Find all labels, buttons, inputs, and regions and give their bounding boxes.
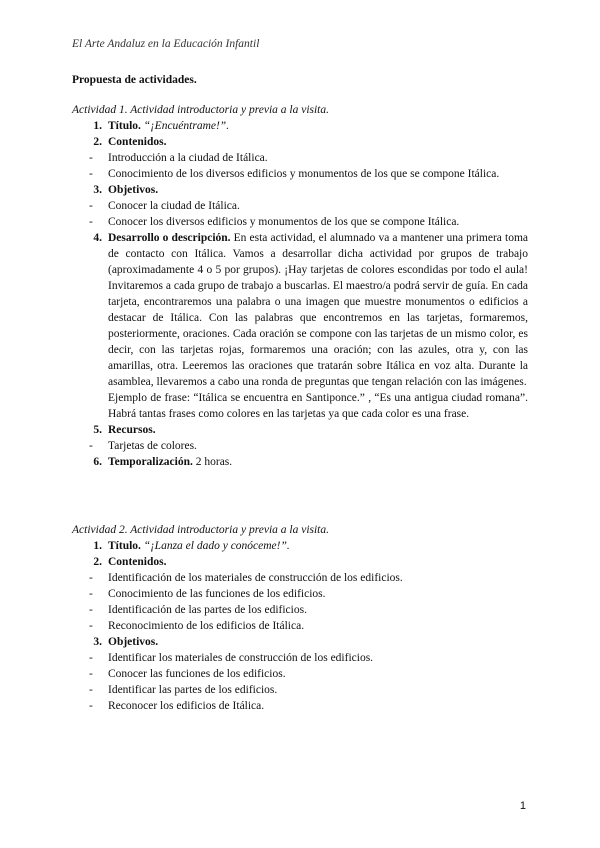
a2-titulo-item xyxy=(72,538,528,554)
bullet-dash: - xyxy=(89,700,93,712)
ejemplo-paragraph: Ejemplo de frase: “Itálica se encuentra en Santiponce.” , “Es una antigua ciudad romana”. Habrá tantas frases como colores en las tarjetas ya que cada color es una frase. xyxy=(108,392,528,420)
list-number: 1. xyxy=(93,540,102,552)
bullet-dash: - xyxy=(89,620,93,632)
list-item xyxy=(72,150,528,166)
list-item xyxy=(72,698,528,714)
titulo-value: “¡Encuéntrame!”. xyxy=(143,120,230,132)
objetivo-text: Conocer la ciudad de Itálica. xyxy=(108,200,240,212)
list-item xyxy=(72,602,528,618)
titulo-value: “¡Lanza el dado y conóceme!”. xyxy=(143,540,290,552)
list-item xyxy=(72,586,528,602)
list-item xyxy=(72,570,528,586)
list-number: 1. xyxy=(93,120,102,132)
recurso-text: Tarjetas de colores. xyxy=(108,440,197,452)
titulo-label: Título. xyxy=(108,540,141,552)
list-item xyxy=(72,666,528,682)
page-number: 1 xyxy=(519,800,526,812)
contenido-text: Identificación de las partes de los edificios. xyxy=(108,604,307,616)
list-number: 3. xyxy=(93,184,102,196)
temporalizacion-label: Temporalización. xyxy=(108,456,193,468)
list-item xyxy=(72,618,528,634)
bullet-dash: - xyxy=(89,572,93,584)
contenidos-label: Contenidos. xyxy=(108,136,167,148)
a1-titulo-item xyxy=(72,118,528,134)
bullet-dash: - xyxy=(89,216,93,228)
contenido-text: Identificación de los materiales de construcción de los edificios. xyxy=(108,572,403,584)
bullet-dash: - xyxy=(89,668,93,680)
bullet-dash: - xyxy=(89,200,93,212)
list-number: 3. xyxy=(93,636,102,648)
bullet-dash: - xyxy=(89,652,93,664)
list-item xyxy=(72,198,528,214)
a1-objetivos-item xyxy=(72,182,528,198)
contenido-text: Reconocimiento de los edificios de Itálica. xyxy=(108,620,305,632)
bullet-dash: - xyxy=(89,684,93,696)
list-number: 5. xyxy=(93,424,102,436)
objetivo-text: Conocer las funciones de los edificios. xyxy=(108,668,286,680)
contenido-text: Introducción a la ciudad de Itálica. xyxy=(108,152,268,164)
bullet-dash: - xyxy=(89,168,93,180)
list-number: 2. xyxy=(93,556,102,568)
a1-contenidos-item xyxy=(72,134,528,150)
contenidos-label: Contenidos. xyxy=(108,556,167,568)
bullet-dash: - xyxy=(89,604,93,616)
recursos-label: Recursos. xyxy=(108,424,156,436)
list-item xyxy=(72,438,528,454)
spacer xyxy=(72,470,528,518)
list-number: 2. xyxy=(93,136,102,148)
list-item xyxy=(72,682,528,698)
a1-recursos-item xyxy=(72,422,528,438)
running-header: El Arte Andaluz en la Educación Infantil xyxy=(72,38,260,50)
desarrollo-label: Desarrollo o descripción. xyxy=(108,232,231,244)
a1-desarrollo-item xyxy=(72,230,528,390)
list-item xyxy=(72,214,528,230)
titulo-label: Título. xyxy=(108,120,141,132)
a1-temporalizacion-item xyxy=(72,454,528,470)
objetivos-label: Objetivos. xyxy=(108,184,159,196)
list-number: 6. xyxy=(93,456,102,468)
a2-objetivos-item xyxy=(72,634,528,650)
activity-1-title: Actividad 1. Actividad introductoria y previa a la visita. xyxy=(72,104,330,116)
temporalizacion-value: 2 horas. xyxy=(195,456,233,468)
objetivo-text: Identificar los materiales de construcción de los edificios. xyxy=(108,652,374,664)
a2-contenidos-item xyxy=(72,554,528,570)
section-title: Propuesta de actividades. xyxy=(72,74,197,86)
objetivos-label: Objetivos. xyxy=(108,636,159,648)
objetivo-text: Identificar las partes de los edificios. xyxy=(108,684,278,696)
objetivo-text: Reconocer los edificios de Itálica. xyxy=(108,700,265,712)
list-item xyxy=(72,650,528,666)
desarrollo-text: En esta actividad, el alumnado va a mantener una primera toma de contacto con Itálica. Vamos a desarrollar dicha actividad por grupos de trabajo (aproximadamente 4 o 5 por grupos). ¡Hay tarjetas de colores escondidas por todo el aula! Invitaremos a cada grupo de trabajo a buscarlas. El maestro/a podrá servir de guía. En cada tarjeta, encontraremos una palabra o una imagen que muestre monumentos o edificios a destacar de Itálica. Con las palabras que encontremos en las tarjetas, formaremos, posteriormente, oraciones. Cada oración se compone con las tarjetas de un mismo color, es decir, con las tarjetas rojas, formaremos una oración; con las azules, otra y, con las amarillas, otra. Leeremos las oraciones que tratarán sobre Itálica en voz alta. Durante la asamblea, llevaremos a cabo una ronda de preguntas que tengan relación con las imágenes. xyxy=(108,232,529,388)
objetivo-text: Conocer los diversos edificios y monumentos de los que se compone Itálica. xyxy=(108,216,460,228)
contenido-text: Conocimiento de las funciones de los edificios. xyxy=(108,588,326,600)
bullet-dash: - xyxy=(89,440,93,452)
bullet-dash: - xyxy=(89,588,93,600)
list-number: 4. xyxy=(93,232,102,244)
document-body xyxy=(72,70,528,714)
activity-2-title: Actividad 2. Actividad introductoria y previa a la visita. xyxy=(72,524,330,536)
list-item xyxy=(72,166,528,182)
contenido-text: Conocimiento de los diversos edificios y monumentos de los que se compone Itálica. xyxy=(108,168,500,180)
bullet-dash: - xyxy=(89,152,93,164)
